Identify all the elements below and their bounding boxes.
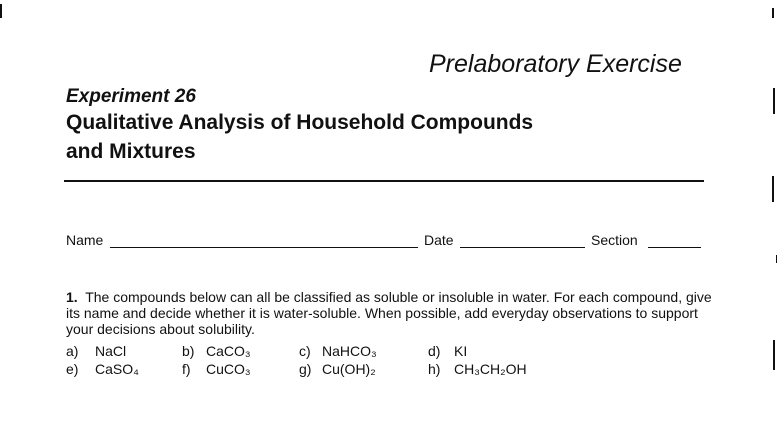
prelab-header: Prelaboratory Exercise (429, 50, 682, 78)
compound-f-letter: f) (182, 361, 191, 377)
compound-e-formula: CaSO₄ (95, 361, 139, 377)
compound-f-formula: CuCO₃ (206, 361, 251, 377)
compound-a-letter: a) (66, 343, 79, 359)
question-1 (66, 289, 716, 337)
compound-g-formula: Cu(OH)₂ (322, 361, 376, 377)
question-number: 1. (66, 289, 78, 305)
scan-mark (776, 255, 777, 263)
compound-e-letter: e) (66, 361, 79, 377)
scan-mark (773, 88, 775, 114)
title-line-2: and Mixtures (66, 140, 196, 163)
compound-g-letter: g) (299, 361, 312, 377)
scan-mark (0, 4, 2, 18)
compound-h-letter: h) (428, 361, 441, 377)
name-label: Name (66, 232, 104, 248)
compound-d-formula: KI (454, 343, 468, 359)
scan-mark (772, 8, 774, 18)
compound-c-letter: c) (299, 343, 311, 359)
compound-b-letter: b) (182, 343, 195, 359)
divider-rule (64, 180, 704, 182)
experiment-label: Experiment 26 (66, 86, 196, 107)
section-label: Section (591, 232, 638, 248)
scan-mark (772, 176, 774, 202)
title-line-1: Qualitative Analysis of Household Compounds (66, 111, 534, 134)
section-field[interactable] (648, 247, 701, 248)
scan-mark (773, 340, 775, 370)
compound-b-formula: CaCO₃ (206, 343, 251, 359)
date-label: Date (424, 232, 454, 248)
compound-d-letter: d) (428, 343, 441, 359)
name-field[interactable] (110, 247, 418, 248)
date-field[interactable] (460, 247, 585, 248)
page-title (66, 108, 666, 166)
question-text: The compounds below can all be classified as soluble or insoluble in water. For each compound, give its name and decide whether it is water-soluble. When possible, add everyday observations to support your decisions about solubility. (66, 289, 712, 337)
compound-a-formula: NaCl (95, 343, 127, 359)
compound-c-formula: NaHCO₃ (322, 343, 377, 359)
compound-h-formula: CH₃CH₂OH (454, 361, 527, 377)
